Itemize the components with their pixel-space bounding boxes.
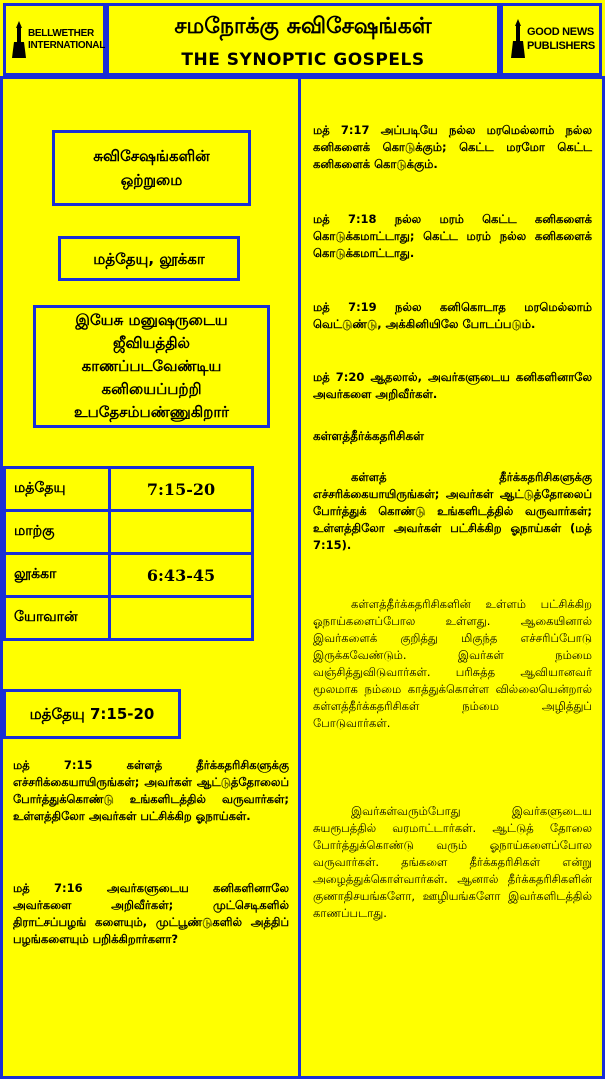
books-box xyxy=(58,236,240,281)
section-heading: கள்ளத்தீர்க்கதரிசிகள் xyxy=(313,429,424,443)
verse-20: மத் 7:20 ஆதலால், அவர்களுடைய கனிகளினாலே அவர்களை அறிவீர்கள். xyxy=(313,370,592,401)
table-row xyxy=(5,511,253,554)
passage-title-box xyxy=(3,689,181,739)
verse-cell xyxy=(110,511,253,554)
verse-cell xyxy=(110,597,253,640)
page-title-english: THE SYNOPTIC GOSPELS xyxy=(181,50,425,70)
verse-16: மத் 7:16 அவர்களுடைய கனிகளினாலே அவர்களை அறிவீர்கள்; முட்செடிகளில் திராட்சப்பழங் களையும், முட்பூண்டுகளில் அத்திப் பழங்களையும் பறிக்கிறார்களா? xyxy=(13,881,289,946)
logo-line1: BELLWETHER xyxy=(28,28,94,39)
book-cell: மாற்கு xyxy=(5,511,110,554)
verse-17: மத் 7:17 அப்படியே நல்ல மரமெல்லாம் நல்ல கனிகளைக் கொடுக்கும்; கெட்ட மரமோ கெட்ட கனிகளைக் கொடுக்கும். xyxy=(313,123,592,171)
topic-line2: ஜீவியத்தில் xyxy=(113,334,190,352)
topic-line4: கனியைப்பற்றி xyxy=(101,380,202,398)
box1-line1: சுவிசேஷங்களின் xyxy=(93,147,210,165)
paragraph-3: இவர்கள்வரும்போது இவர்களுடைய சுயரூபத்தில் வரமாட்டார்கள். ஆட்டுத் தோலை போர்த்துக்கொண்டு வரும் ஓநாய்களைப்போல வருவார்கள். தங்களை தீர்க்கதரிசிகள் என்று அழைத்துக்கொள்வார்கள். ஆனால் தீர்க்கதரிசிகளின் குணாதிசயங்களோ, ஊழியங்களோ இவர்களிடத்தில் காணப்படாது. xyxy=(313,804,592,920)
topic-box xyxy=(33,305,270,428)
good-news-logo xyxy=(511,18,595,60)
topic-line3: காணப்படவேண்டிய xyxy=(81,357,222,375)
book-cell: மத்தேயு xyxy=(5,468,110,511)
topic-line1: இயேசு மனுஷருடைய xyxy=(75,311,228,329)
right-logo-box xyxy=(500,3,602,76)
table-row xyxy=(5,597,253,640)
verse-15: மத் 7:15 கள்ளத் தீர்க்கதரிசிகளுக்கு எச்சரிக்கையாயிருங்கள்; அவர்கள் ஆட்டுத்தோலைப் போர்த்துக்கொண்டு உங்களிடத்தில் வருவார்கள்; உள்ளத்திலோ அவர்கள் பட்சிக்கிற ஓநாய்கள். xyxy=(13,758,289,823)
reference-table xyxy=(3,466,254,641)
paragraph-2: கள்ளத்தீர்க்கதரிசிகளின் உள்ளம் பட்சிக்கிற ஓநாய்களைப்போல உள்ளது. ஆகையினால் இவர்களைக் குறித்து மிகுந்த எச்சரிப்போடு இருக்கவேண்டும். இவர்கள் நம்மை வஞ்சித்துவிடுவார்கள். பரிசுத்த ஆவியானவர் மூலமாக நம்மை காத்துக்கொள்ள வில்லையென்றால் கள்ளத்தீர்க்கதரிசிகள் நம்மை அழித்துப் போடுவார்கள். xyxy=(313,597,592,730)
logo-line2: INTERNATIONAL xyxy=(28,40,106,51)
verse-cell: 7:15-20 xyxy=(110,468,253,511)
left-logo-box xyxy=(3,3,106,76)
verse-cell: 6:43-45 xyxy=(110,554,253,597)
logo-line2: PUBLISHERS xyxy=(527,40,595,52)
table-row xyxy=(5,468,253,511)
logo-line1: GOOD NEWS xyxy=(527,26,594,38)
books-label: மத்தேயு, லூக்கா xyxy=(93,249,205,268)
unity-of-gospels-box xyxy=(52,130,251,206)
page-title-tamil: சமநோக்கு சுவிசேஷங்கள் xyxy=(174,14,432,39)
box1-line2: ஒற்றுமை xyxy=(120,171,183,189)
verse-19: மத் 7:19 நல்ல கனிகொடாத மரமெல்லாம் வெட்டுண்டு, அக்கினியிலே போடப்படும். xyxy=(313,300,592,331)
torch-figure-icon xyxy=(12,20,26,60)
table-row xyxy=(5,554,253,597)
column-divider xyxy=(298,76,301,1079)
torch-figure-icon xyxy=(511,18,525,60)
topic-line5: உபதேசம்பண்ணுகிறார் xyxy=(73,403,230,421)
passage-title: மத்தேயு 7:15-20 xyxy=(29,705,155,723)
paragraph-1: கள்ளத் தீர்க்கதரிசிகளுக்கு எச்சரிக்கையாயிருங்கள்; அவர்கள் ஆட்டுத்தோலைப் போர்த்துக் கொண்டு உங்களிடத்தில் வருவார்கள்; உள்ளத்திலோ அவர்கள் பட்சிக்கிற ஓநாய்கள் (மத் 7:15). xyxy=(313,470,592,552)
title-box xyxy=(106,3,500,76)
bellwether-logo xyxy=(12,20,105,60)
verse-18: மத் 7:18 நல்ல மரம் கெட்ட கனிகளைக் கொடுக்கமாட்டாது; கெட்ட மரம் நல்ல கனிகளைக் கொடுக்கமாட்டாது. xyxy=(313,212,592,260)
book-cell: லூக்கா xyxy=(5,554,110,597)
book-cell: யோவான் xyxy=(5,597,110,640)
